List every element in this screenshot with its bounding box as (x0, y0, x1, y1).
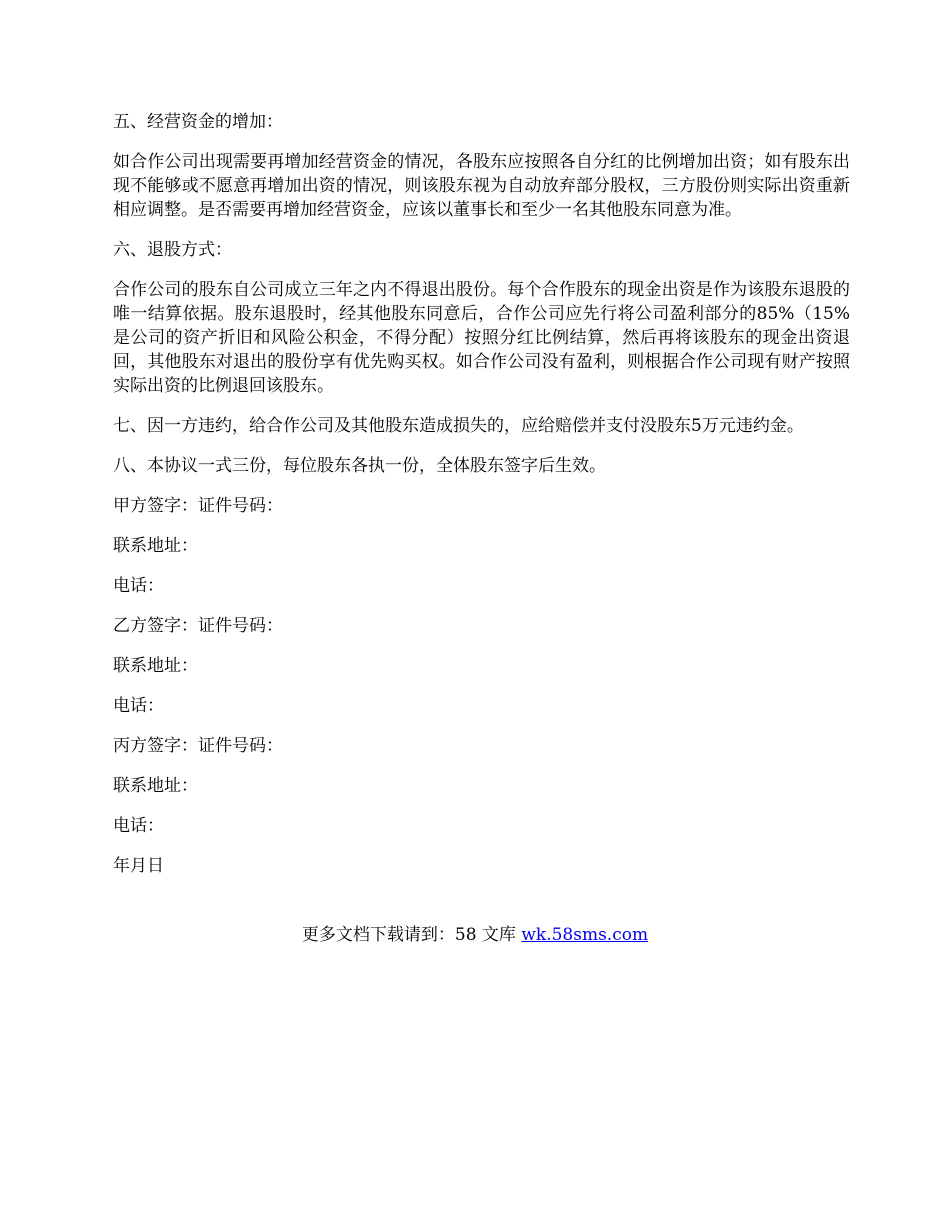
date-line: 年月日 (113, 856, 164, 876)
party-b-sign: 乙方签字：证件号码： (113, 616, 283, 636)
footer-text: 更多文档下载请到：58 文库 (301, 925, 522, 945)
section-6-heading: 六、退股方式： (113, 240, 232, 260)
party-c-phone: 电话： (113, 816, 164, 836)
section-6-body: 合作公司的股东自公司成立三年之内不得退出股份。每个合作股东的现金出资是作为该股东退股的唯一结算依据。股东退股时，经其他股东同意后，合作公司应先行将公司盈利部分的85%（15%是公司的资产折旧和风险公积金，不得分配）按照分红比例结算，然后再将该股东的现金出资退回，其他股东对退出的股份享有优先购买权。如合作公司没有盈利，则根据合作公司现有财产按照实际出资的比例退回该股东。 (113, 280, 850, 396)
party-c-sign: 丙方签字：证件号码： (113, 736, 283, 756)
section-8: 八、本协议一式三份，每位股东各执一份，全体股东签字后生效。 (113, 456, 606, 476)
party-c-address: 联系地址： (113, 776, 198, 796)
section-5-heading: 五、经营资金的增加： (113, 112, 283, 132)
party-b-phone: 电话： (113, 696, 164, 716)
footer-link[interactable]: wk.58sms.com (521, 925, 649, 945)
footer (0, 923, 950, 947)
party-a-phone: 电话： (113, 576, 164, 596)
section-7: 七、因一方违约，给合作公司及其他股东造成损失的，应给赔偿并支付没股东5万元违约金。 (113, 416, 804, 436)
section-5-body: 如合作公司出现需要再增加经营资金的情况，各股东应按照各自分红的比例增加出资；如有股东出现不能够或不愿意再增加出资的情况，则该股东视为自动放弃部分股权，三方股份则实际出资重新相应调整。是否需要再增加经营资金，应该以董事长和至少一名其他股东同意为准。 (113, 152, 850, 220)
document-body (113, 110, 850, 894)
party-a-address: 联系地址： (113, 536, 198, 556)
party-a-sign: 甲方签字：证件号码： (113, 496, 283, 516)
party-b-address: 联系地址： (113, 656, 198, 676)
